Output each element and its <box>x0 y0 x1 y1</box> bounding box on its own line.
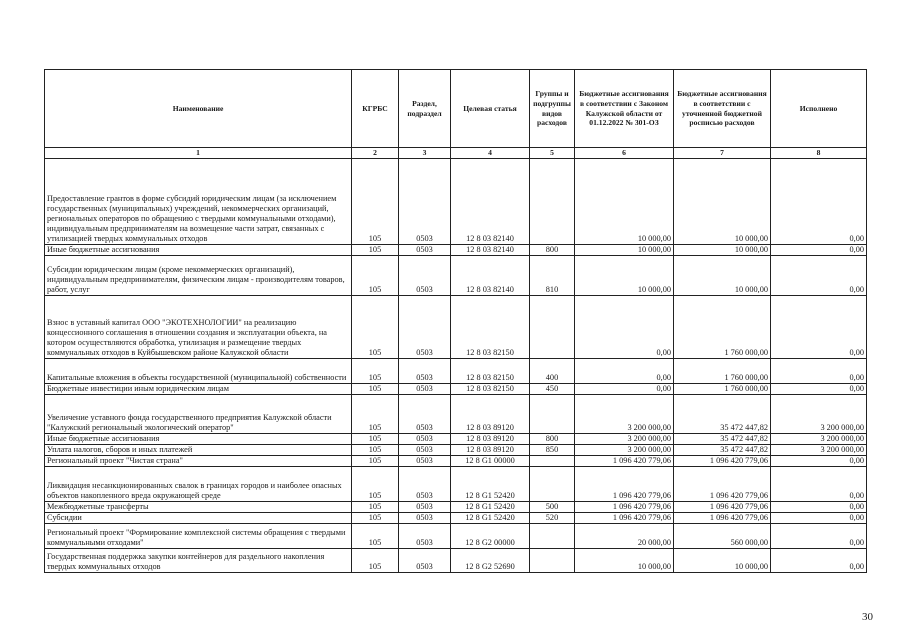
table-row <box>45 296 867 359</box>
row-name: Региональный проект "Чистая страна" <box>45 456 352 467</box>
row-section: 0503 <box>399 502 451 513</box>
row-section: 0503 <box>399 456 451 467</box>
row-group <box>530 467 575 502</box>
row-kgrbs: 105 <box>352 456 399 467</box>
row-name: Субсидии юридическим лицам (кроме некоммерческих организаций), индивидуальным предпринимателям, физическим лицам - производителям товаров, работ, услуг <box>45 256 352 296</box>
table-row <box>45 467 867 502</box>
row-executed-amount: 0,00 <box>771 384 867 395</box>
row-kgrbs: 105 <box>352 245 399 256</box>
row-section: 0503 <box>399 384 451 395</box>
row-group: 500 <box>530 502 575 513</box>
column-number: 4 <box>451 148 530 159</box>
row-name: Иные бюджетные ассигнования <box>45 245 352 256</box>
column-number: 1 <box>45 148 352 159</box>
column-number: 7 <box>674 148 771 159</box>
row-kgrbs: 105 <box>352 434 399 445</box>
row-law-amount: 10 000,00 <box>575 549 674 573</box>
column-number: 6 <box>575 148 674 159</box>
row-target: 12 8 G2 52690 <box>451 549 530 573</box>
row-target: 12 8 03 82140 <box>451 245 530 256</box>
row-law-amount: 1 096 420 779,06 <box>575 502 674 513</box>
row-name: Межбюджетные трансферты <box>45 502 352 513</box>
row-name: Субсидии <box>45 513 352 524</box>
header-groups: Группы и подгруппы видов расходов <box>530 70 575 148</box>
budget-table <box>44 69 867 573</box>
row-refined-amount: 35 472 447,82 <box>674 445 771 456</box>
row-target: 12 8 G1 52420 <box>451 502 530 513</box>
row-executed-amount: 0,00 <box>771 296 867 359</box>
row-section: 0503 <box>399 256 451 296</box>
header-target: Целевая статья <box>451 70 530 148</box>
header-row <box>45 70 867 148</box>
row-section: 0503 <box>399 434 451 445</box>
table-row <box>45 245 867 256</box>
row-group <box>530 159 575 245</box>
column-number: 3 <box>399 148 451 159</box>
row-executed-amount: 0,00 <box>771 502 867 513</box>
row-target: 12 8 03 89120 <box>451 434 530 445</box>
row-group: 450 <box>530 384 575 395</box>
row-group <box>530 549 575 573</box>
row-name: Государственная поддержка закупки контейнеров для раздельного накопления твердых коммунальных отходов <box>45 549 352 573</box>
table-row <box>45 445 867 456</box>
table-row <box>45 513 867 524</box>
row-group: 810 <box>530 256 575 296</box>
row-refined-amount: 10 000,00 <box>674 549 771 573</box>
row-section: 0503 <box>399 524 451 549</box>
row-target: 12 8 03 82140 <box>451 159 530 245</box>
row-name: Взнос в уставный капитал ООО "ЭКОТЕХНОЛОГИИ" на реализацию концессионного соглашения в отношении создания и эксплуатации объекта, на котором осуществляются обработка, утилизация и размещение твердых коммунальных отходов в Куйбышевском районе Калужской области <box>45 296 352 359</box>
row-kgrbs: 105 <box>352 359 399 384</box>
row-refined-amount: 560 000,00 <box>674 524 771 549</box>
row-target: 12 8 03 82150 <box>451 359 530 384</box>
row-law-amount: 0,00 <box>575 359 674 384</box>
row-kgrbs: 105 <box>352 384 399 395</box>
column-number-row <box>45 148 867 159</box>
row-kgrbs: 105 <box>352 159 399 245</box>
row-law-amount: 20 000,00 <box>575 524 674 549</box>
row-section: 0503 <box>399 245 451 256</box>
row-executed-amount: 0,00 <box>771 524 867 549</box>
row-executed-amount: 0,00 <box>771 245 867 256</box>
table-row <box>45 159 867 245</box>
row-section: 0503 <box>399 395 451 434</box>
row-kgrbs: 105 <box>352 467 399 502</box>
table-row <box>45 359 867 384</box>
row-group: 800 <box>530 245 575 256</box>
header-law: Бюджетные ассигнования в соответствии с Законом Калужской области от 01.12.2022 № 301-ОЗ <box>575 70 674 148</box>
row-section: 0503 <box>399 359 451 384</box>
row-name: Предоставление грантов в форме субсидий юридическим лицам (за исключением государственных (муниципальных) учреждений, некоммерческих организаций, региональных операторов по обращению с твердыми коммунальными отходами), индивидуальным предпринимателям на возмещение части затрат, связанных с утилизацией твердых коммунальных отходов <box>45 159 352 245</box>
row-executed-amount: 0,00 <box>771 467 867 502</box>
row-law-amount: 1 096 420 779,06 <box>575 456 674 467</box>
header-executed: Исполнено <box>771 70 867 148</box>
row-section: 0503 <box>399 445 451 456</box>
row-section: 0503 <box>399 159 451 245</box>
column-number: 8 <box>771 148 867 159</box>
row-refined-amount: 1 096 420 779,06 <box>674 467 771 502</box>
row-name: Иные бюджетные ассигнования <box>45 434 352 445</box>
header-name: Наименование <box>45 70 352 148</box>
row-executed-amount: 0,00 <box>771 256 867 296</box>
row-law-amount: 10 000,00 <box>575 159 674 245</box>
row-executed-amount: 0,00 <box>771 549 867 573</box>
row-law-amount: 10 000,00 <box>575 256 674 296</box>
row-executed-amount: 0,00 <box>771 513 867 524</box>
row-kgrbs: 105 <box>352 513 399 524</box>
row-refined-amount: 1 760 000,00 <box>674 359 771 384</box>
table-row <box>45 434 867 445</box>
row-kgrbs: 105 <box>352 395 399 434</box>
table-row <box>45 456 867 467</box>
row-law-amount: 3 200 000,00 <box>575 395 674 434</box>
row-kgrbs: 105 <box>352 502 399 513</box>
row-executed-amount: 3 200 000,00 <box>771 445 867 456</box>
row-kgrbs: 105 <box>352 256 399 296</box>
header-section: Раздел, подраздел <box>399 70 451 148</box>
row-kgrbs: 105 <box>352 549 399 573</box>
row-refined-amount: 35 472 447,82 <box>674 395 771 434</box>
row-kgrbs: 105 <box>352 445 399 456</box>
row-refined-amount: 35 472 447,82 <box>674 434 771 445</box>
row-group <box>530 456 575 467</box>
row-refined-amount: 1 096 420 779,06 <box>674 513 771 524</box>
table-row <box>45 256 867 296</box>
header-kgrbs: КГРБС <box>352 70 399 148</box>
row-refined-amount: 10 000,00 <box>674 159 771 245</box>
table-row <box>45 384 867 395</box>
row-law-amount: 0,00 <box>575 384 674 395</box>
row-law-amount: 0,00 <box>575 296 674 359</box>
row-kgrbs: 105 <box>352 296 399 359</box>
row-target: 12 8 03 89120 <box>451 395 530 434</box>
row-executed-amount: 3 200 000,00 <box>771 434 867 445</box>
row-law-amount: 1 096 420 779,06 <box>575 467 674 502</box>
row-target: 12 8 G1 52420 <box>451 467 530 502</box>
row-law-amount: 3 200 000,00 <box>575 445 674 456</box>
table-row <box>45 549 867 573</box>
row-refined-amount: 10 000,00 <box>674 256 771 296</box>
column-number: 2 <box>352 148 399 159</box>
row-section: 0503 <box>399 549 451 573</box>
row-group: 800 <box>530 434 575 445</box>
row-group: 400 <box>530 359 575 384</box>
row-group <box>530 296 575 359</box>
row-refined-amount: 1 096 420 779,06 <box>674 456 771 467</box>
row-target: 12 8 03 82150 <box>451 296 530 359</box>
row-refined-amount: 10 000,00 <box>674 245 771 256</box>
row-executed-amount: 3 200 000,00 <box>771 395 867 434</box>
row-refined-amount: 1 760 000,00 <box>674 384 771 395</box>
row-group <box>530 524 575 549</box>
row-target: 12 8 G1 00000 <box>451 456 530 467</box>
row-name: Уплата налогов, сборов и иных платежей <box>45 445 352 456</box>
row-target: 12 8 03 82150 <box>451 384 530 395</box>
row-law-amount: 1 096 420 779,06 <box>575 513 674 524</box>
row-name: Региональный проект "Формирование комплексной системы обращения с твердыми коммунальными отходами" <box>45 524 352 549</box>
row-section: 0503 <box>399 467 451 502</box>
row-executed-amount: 0,00 <box>771 456 867 467</box>
page-number: 30 <box>862 611 873 623</box>
table-row <box>45 395 867 434</box>
row-section: 0503 <box>399 513 451 524</box>
row-name: Ликвидация несанкционированных свалок в границах городов и наиболее опасных объектов накопленного вреда окружающей среде <box>45 467 352 502</box>
table-row <box>45 524 867 549</box>
row-section: 0503 <box>399 296 451 359</box>
row-law-amount: 10 000,00 <box>575 245 674 256</box>
row-target: 12 8 G1 52420 <box>451 513 530 524</box>
row-target: 12 8 G2 00000 <box>451 524 530 549</box>
table-row <box>45 502 867 513</box>
row-name: Увеличение уставного фонда государственного предприятия Калужской области "Калужский региональный экологический оператор" <box>45 395 352 434</box>
row-group <box>530 395 575 434</box>
row-kgrbs: 105 <box>352 524 399 549</box>
row-refined-amount: 1 760 000,00 <box>674 296 771 359</box>
row-law-amount: 3 200 000,00 <box>575 434 674 445</box>
row-executed-amount: 0,00 <box>771 159 867 245</box>
row-executed-amount: 0,00 <box>771 359 867 384</box>
row-name: Капитальные вложения в объекты государственной (муниципальной) собственности <box>45 359 352 384</box>
row-group: 850 <box>530 445 575 456</box>
row-name: Бюджетные инвестиции иным юридическим лицам <box>45 384 352 395</box>
row-group: 520 <box>530 513 575 524</box>
row-refined-amount: 1 096 420 779,06 <box>674 502 771 513</box>
row-target: 12 8 03 89120 <box>451 445 530 456</box>
column-number: 5 <box>530 148 575 159</box>
header-refined: Бюджетные ассигнования в соответствии с уточненной бюджетной росписью расходов <box>674 70 771 148</box>
row-target: 12 8 03 82140 <box>451 256 530 296</box>
